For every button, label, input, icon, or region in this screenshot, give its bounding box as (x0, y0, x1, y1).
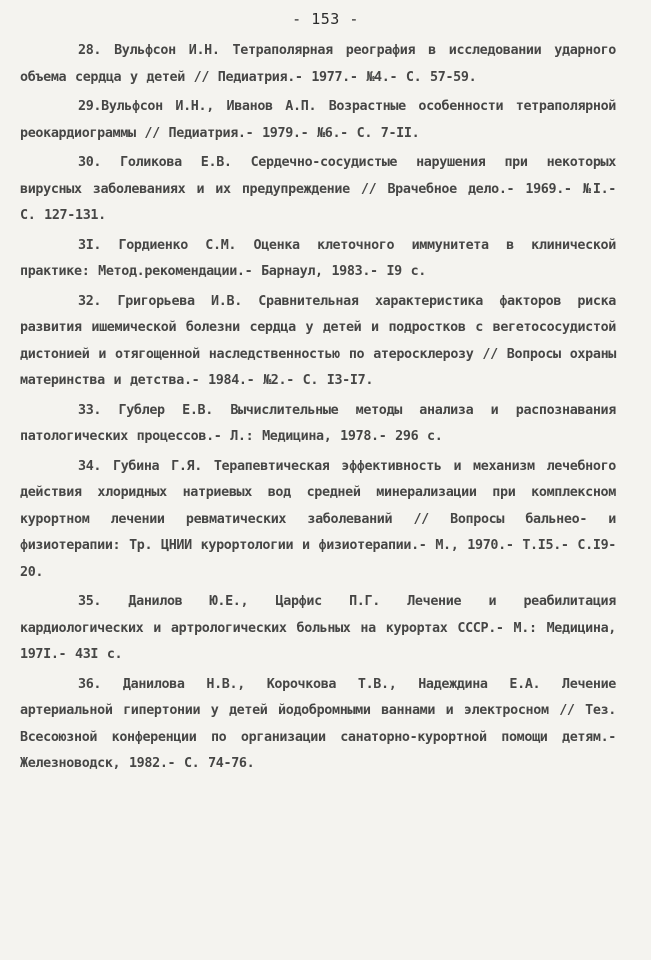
reference-entry-35: 35. Данилов Ю.Е., Царфис П.Г. Лечение и реабилитация кардиологических и артрологических больных на курортах СССР.- М.: Медицина, 197I.- 43I с. (20, 594, 616, 662)
reference-entry-32: 32. Григорьева И.В. Сравнительная характеристика факторов риска развития ишемической болезни сердца у детей и подростков с вегетососудистой дистонией и отягощенной наследственностью по атеросклерозу // Вопросы охраны материнства и детства.- 1984.- №2.- С. I3-I7. (20, 293, 616, 388)
reference-entry-30: 30. Голикова Е.В. Сердечно-сосудистые нарушения при некоторых вирусных заболеваниях и их предупреждение // Врачебное дело.- 1969.- №I.- С. 127-131. (20, 155, 616, 223)
reference-entry-36: 36. Данилова Н.В., Корочкова Т.В., Надеждина Е.А. Лечение артериальной гипертонии у детей йодобромными ваннами и электросном // Тез. Всесоюзной конференции по организации санаторно-курортной помощи детям.- Железноводск, 1982.- С. 74-76. (20, 676, 616, 771)
reference-entry-29: 29.Вульфсон И.Н., Иванов А.П. Возрастные особенности тетраполярной реокардиограммы // Педиатрия.- 1979.- №6.- С. 7-II. (20, 99, 616, 141)
reference-entry-33: 33. Гублер Е.В. Вычислительные методы анализа и распознавания патологических процессов.- Л.: Медицина, 1978.- 296 с. (20, 402, 616, 444)
page-number: - 153 - (292, 10, 359, 28)
reference-entry-31: 3I. Гордиенко С.М. Оценка клеточного иммунитета в клинической практике: Метод.рекомендации.- Барнаул, 1983.- I9 с. (20, 237, 616, 279)
reference-entry-28: 28. Вульфсон И.Н. Тетраполярная реография в исследовании ударного объема сердца у детей // Педиатрия.- 1977.- №4.- С. 57-59. (20, 43, 616, 85)
reference-list (20, 38, 616, 781)
reference-entry-34: 34. Губина Г.Я. Терапевтическая эффективность и механизм лечебного действия хлоридных натриевых вод средней минерализации при комплексном курортном лечении ревматических заболеваний // Вопросы бальнео- и физиотерапии: Тр. ЦНИИ курортологии и физиотерапии.- М., 1970.- Т.I5.- С.I9-20. (20, 458, 616, 580)
